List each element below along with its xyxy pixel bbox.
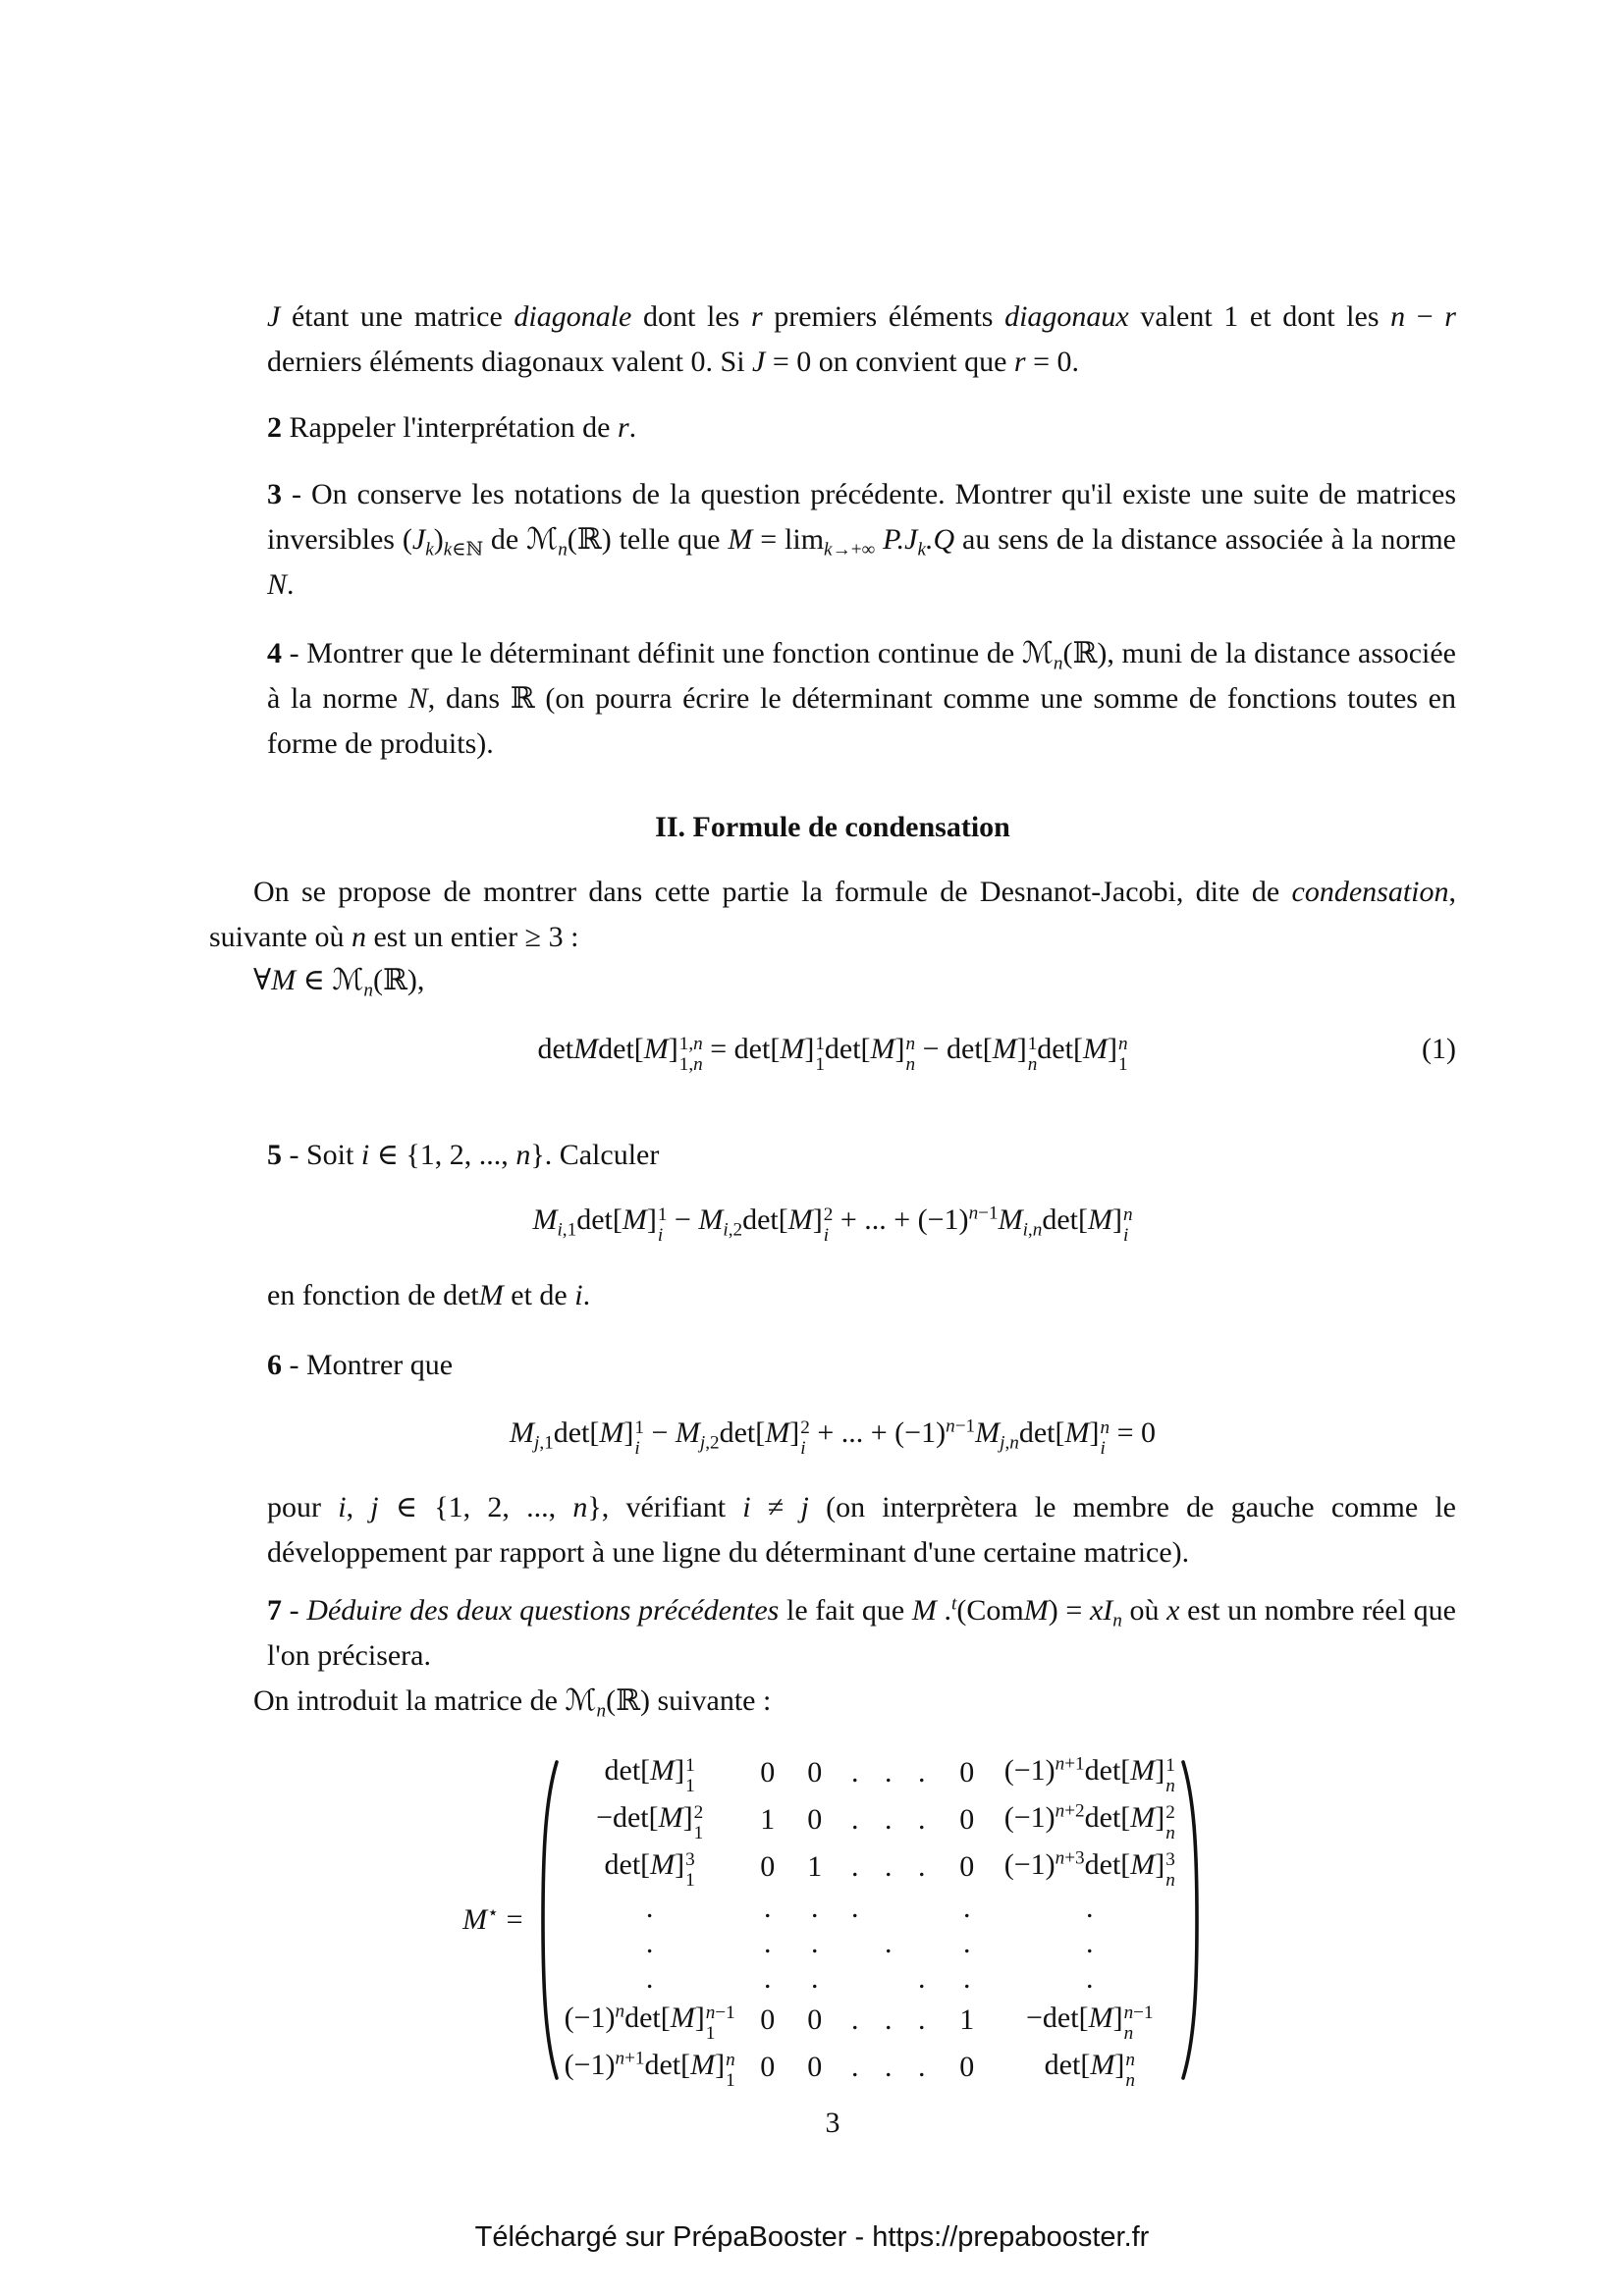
intro-paragraph: J étant une matrice diagonale dont les r premiers éléments diagonaux valent 1 et dont les n − r derniers éléments diagonaux valent 0. Si J = 0 on convient que r = 0. xyxy=(267,300,1456,378)
matrix-cell: . xyxy=(962,1927,971,1959)
matrix-cell: det[M] n n xyxy=(1044,2049,1135,2091)
matrix-cell: det[M] 3 1 xyxy=(604,1848,695,1891)
matrix-cell: 0 xyxy=(807,2051,823,2083)
matrix-cell: . xyxy=(1086,1892,1094,1924)
matrix-cell: . xyxy=(645,1927,654,1959)
matrix-cell: 0 xyxy=(760,1850,776,1883)
matrix-cell: det[M] 1 1 xyxy=(604,1754,695,1796)
matrix-cell: . xyxy=(1086,1927,1094,1959)
matrix-cell: . xyxy=(645,1892,654,1924)
left-paren-glyph xyxy=(537,1757,561,2083)
matrix-cell: 0 xyxy=(760,2003,776,2036)
matrix-cell: . xyxy=(884,2003,893,2036)
matrix-cell: . xyxy=(917,1803,926,1836)
section-title: II. Formule de condensation xyxy=(655,811,1010,843)
equation-q6: $M_{j,1}\det[M]$ 1 i − $M_{j,2}\det[M]$ 2 i + ... + $(-1)^{n-1}M_{j,n}\det[M]$ n i = 0 xyxy=(509,1415,1156,1459)
matrix-cell: . xyxy=(763,1962,772,1995)
matrix-cell: . xyxy=(850,2003,859,2036)
matrix-cell: . xyxy=(850,1892,859,1924)
equation-q5: $M_{i,1}\det[M]$ 1 i − $M_{i,2}\det[M]$ 2 i + ... + $(-1)^{n-1}M_{i,n}\det[M]$ n i xyxy=(532,1202,1133,1246)
matrix-cell: . xyxy=(810,1927,819,1959)
matrix-cell: . xyxy=(1086,1962,1094,1995)
matrix-cell: . xyxy=(917,2051,926,2083)
matrix-intro-line: On introduit la matrice de ℳ$_n$(ℝ) suivante : xyxy=(253,1684,772,1722)
matrix-cell: . xyxy=(810,1892,819,1924)
matrix-cell: 0 xyxy=(760,1756,776,1789)
matrix-cell: . xyxy=(763,1927,772,1959)
matrix-cell: $(-1)^{n+1}\det[M]$ 1 n xyxy=(1003,1753,1175,1796)
matrix-display xyxy=(209,1749,1456,2091)
matrix-cell: . xyxy=(884,1756,893,1789)
matrix-cell: . xyxy=(884,1803,893,1836)
matrix-cell: 0 xyxy=(959,2051,975,2083)
section-intro-paragraph: On se propose de montrer dans cette partie la formule de Desnanot-Jacobi, dite de condensation, suivante où n est un entier ≥ 3 : xyxy=(209,876,1456,953)
page-number: 3 xyxy=(825,2107,840,2139)
matrix-cell: 0 xyxy=(760,2051,776,2083)
matrix-cell: . xyxy=(962,1962,971,1995)
matrix-cell: . xyxy=(884,1850,893,1883)
forall-line: ∀M ∈ ℳ$_n$(ℝ), xyxy=(253,964,425,1001)
footer-watermark: Téléchargé sur PrépaBooster - https://prepabooster.fr xyxy=(474,2221,1150,2253)
question-6-outro: pour i, j ∈ {1, 2, ..., n}, vérifiant i ≠ j (on interprètera le membre de gauche comme le développement par rapport à une ligne du déterminant d'une certaine matrice). xyxy=(267,1491,1457,1569)
matrix-cell: . xyxy=(917,1850,926,1883)
right-paren-glyph xyxy=(1179,1757,1203,2083)
matrix-cell: . xyxy=(917,1756,926,1789)
matrix-cell: 0 xyxy=(959,1803,975,1836)
matrix-grid xyxy=(565,1749,1175,2091)
matrix-cell: . xyxy=(850,2051,859,2083)
matrix-cell: $(-1)^{n+1}\det[M]$ n 1 xyxy=(564,2048,735,2091)
matrix-cell: . xyxy=(645,1962,654,1995)
matrix-cell: . xyxy=(810,1962,819,1995)
matrix-cell: 0 xyxy=(807,1756,823,1789)
matrix-cell: 1 xyxy=(760,1803,776,1836)
matrix-cell: 1 xyxy=(807,1850,823,1883)
question-7: 7 - Déduire des deux questions précédentes le fait que M .$^t$(ComM) = $xI_n$ où x est un nombre réel que l'on précisera. xyxy=(267,1593,1456,1672)
matrix-cell: . xyxy=(850,1803,859,1836)
matrix-cell: . xyxy=(850,1756,859,1789)
question-3: 3 - On conserve les notations de la question précédente. Montrer qu'il existe une suite de matrices inversibles $(J_k)_{k\in ℕ}$ de ℳ$_n$(ℝ) telle que $M = \lim_{k\to+\infty} P.J_k.Q$ au sens de la distance associée à la norme N. xyxy=(267,478,1456,601)
matrix-cell: . xyxy=(763,1892,772,1924)
matrix-cell: . xyxy=(850,1850,859,1883)
matrix-cell: $(-1)^n\det[M]$ n−1 1 xyxy=(564,2001,735,2044)
matrix-cell: . xyxy=(917,1962,926,1995)
equation-1-tag: (1) xyxy=(1422,1033,1456,1065)
matrix-cell: . xyxy=(962,1892,971,1924)
matrix-cell: . xyxy=(884,1927,893,1959)
matrix-cell: 0 xyxy=(959,1756,975,1789)
matrix-cell: 0 xyxy=(807,2003,823,2036)
matrix-cell: −det[M] n−1 n xyxy=(1026,2002,1154,2044)
question-4: 4 - Montrer que le déterminant définit une fonction continue de ℳ$_n$(ℝ), muni de la distance associée à la norme N, dans ℝ (on pourra écrire le déterminant comme une somme de fonctions toutes en forme de produits). xyxy=(267,637,1456,760)
matrix-cell: 1 xyxy=(959,2003,975,2036)
equation-1-block xyxy=(209,1027,1456,1075)
matrix-cell: . xyxy=(917,2003,926,2036)
matrix-lhs: M⋆ = xyxy=(462,1902,523,1936)
matrix-cell: 0 xyxy=(807,1803,823,1836)
question-2: 2 Rappeler l'interprétation de r. xyxy=(267,411,637,444)
matrix-cell: $(-1)^{n+3}\det[M]$ 3 n xyxy=(1003,1847,1175,1891)
matrix-cell: . xyxy=(884,2051,893,2083)
matrix-cell: $(-1)^{n+2}\det[M]$ 2 n xyxy=(1003,1800,1175,1843)
question-5-outro: en fonction de detM et de i. xyxy=(267,1279,591,1311)
matrix-cell: −det[M] 2 1 xyxy=(596,1801,704,1843)
matrix-cell: 0 xyxy=(959,1850,975,1883)
question-6-intro: 6 - Montrer que xyxy=(267,1349,454,1381)
equation-1: detMdet[M] 1,n 1,n = det[M] 1 1 det[M] n n − det[M] 1 n det[M] n 1 xyxy=(537,1033,1128,1075)
question-5-intro: 5 - Soit i ∈ {1, 2, ..., n}. Calculer xyxy=(267,1139,660,1171)
